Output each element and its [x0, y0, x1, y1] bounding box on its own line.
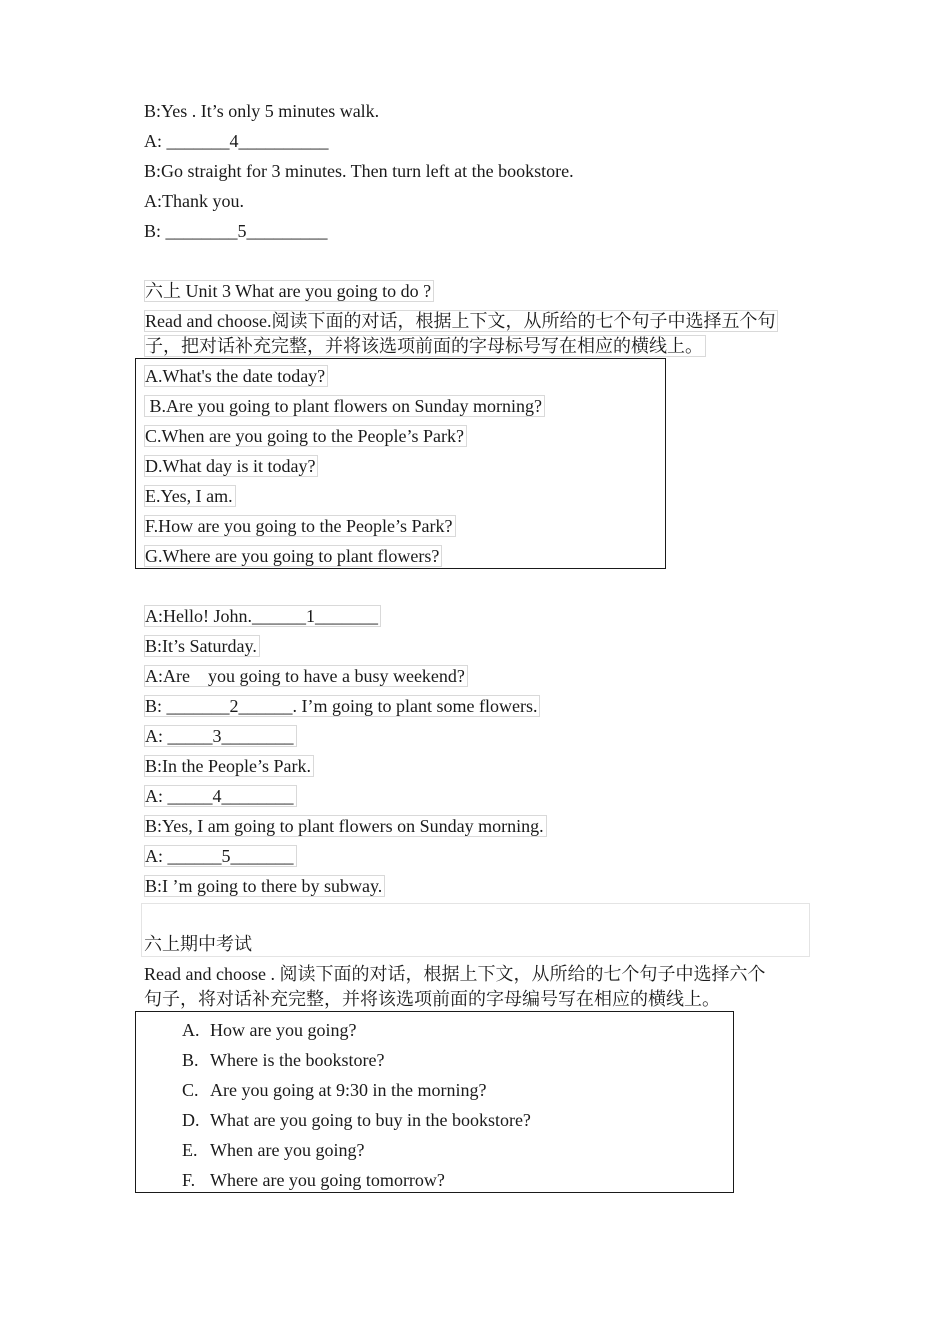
instruction-line [144, 335, 706, 357]
option-item [144, 545, 442, 567]
instruction-text: 子，把对话补充完整，并将该选项前面的字母标号写在相应的横线上。 [144, 335, 706, 357]
dialogue-text: B: _______2______. I’m going to plant some flowers. [144, 695, 540, 717]
dialogue-line [144, 785, 297, 807]
dialogue-line [144, 665, 468, 687]
option-letter: F. [182, 1170, 196, 1190]
option-item [182, 1049, 384, 1071]
option-letter: E. [182, 1140, 198, 1160]
option-item [182, 1019, 356, 1041]
dialogue-text: A: _____4________ [144, 785, 297, 807]
option-item [182, 1169, 445, 1191]
dialogue-line: A:Thank you. [144, 191, 244, 211]
dialogue-line [144, 635, 260, 657]
dialogue-line: B: ________5_________ [144, 221, 328, 241]
dialogue-text: A: _____3________ [144, 725, 297, 747]
instruction-text: Read and choose.阅读下面的对话，根据上下文，从所给的七个句子中选择五个句 [144, 310, 778, 332]
instruction-line: 句子，将对话补充完整，并将该选项前面的字母编号写在相应的横线上。 [144, 989, 720, 1009]
option-item [144, 365, 328, 387]
option-text: A.What's the date today? [144, 365, 328, 387]
section-title [144, 280, 434, 302]
option-text: What are you going to buy in the bookstore? [210, 1110, 531, 1130]
option-letter: D. [182, 1110, 200, 1130]
option-item [144, 425, 467, 447]
option-item [144, 485, 236, 507]
dialogue-text: A:Hello! John.______1_______ [144, 605, 381, 627]
dialogue-line [144, 755, 314, 777]
instruction-line: Read and choose . 阅读下面的对话，根据上下文，从所给的七个句子中选择六个 [144, 964, 766, 984]
option-text: How are you going? [210, 1020, 357, 1040]
dialogue-text: B:In the People’s Park. [144, 755, 314, 777]
option-text: F.How are you going to the People’s Park? [144, 515, 456, 537]
section-title-text: 六上 Unit 3 What are you going to do ? [144, 280, 434, 302]
option-text: B.Are you going to plant flowers on Sunday morning? [144, 395, 545, 417]
dialogue-text: B:It’s Saturday. [144, 635, 260, 657]
option-letter: B. [182, 1050, 199, 1070]
dialogue-line: B:Yes . It’s only 5 minutes walk. [144, 101, 380, 121]
option-item [182, 1109, 531, 1131]
dialogue-line [144, 815, 547, 837]
option-item [144, 395, 545, 417]
option-text: Where is the bookstore? [210, 1050, 385, 1070]
option-letter: C. [182, 1080, 199, 1100]
dialogue-text: A: ______5_______ [144, 845, 297, 867]
option-item [182, 1139, 364, 1161]
dialogue-text: B:I ’m going to there by subway. [144, 875, 385, 897]
dialogue-line [144, 875, 385, 897]
dialogue-line [144, 725, 297, 747]
option-item [144, 455, 318, 477]
option-text: C.When are you going to the People’s Park? [144, 425, 467, 447]
option-text: E.Yes, I am. [144, 485, 236, 507]
option-text: G.Where are you going to plant flowers? [144, 545, 442, 567]
option-item [144, 515, 456, 537]
option-text: When are you going? [210, 1140, 365, 1160]
dialogue-line [144, 695, 540, 717]
option-text: D.What day is it today? [144, 455, 318, 477]
dialogue-text: B:Yes, I am going to plant flowers on Sunday morning. [144, 815, 547, 837]
dialogue-line [144, 605, 381, 627]
option-text: Are you going at 9:30 in the morning? [210, 1080, 487, 1100]
dialogue-line: A: _______4__________ [144, 131, 329, 151]
option-letter: A. [182, 1020, 200, 1040]
option-text: Where are you going tomorrow? [210, 1170, 445, 1190]
instruction-line [144, 310, 778, 332]
dialogue-line: B:Go straight for 3 minutes. Then turn left at the bookstore. [144, 161, 574, 181]
section-title: 六上期中考试 [144, 934, 252, 954]
dialogue-line [144, 845, 297, 867]
option-item [182, 1079, 486, 1101]
dialogue-text: A:Are you going to have a busy weekend? [144, 665, 468, 687]
